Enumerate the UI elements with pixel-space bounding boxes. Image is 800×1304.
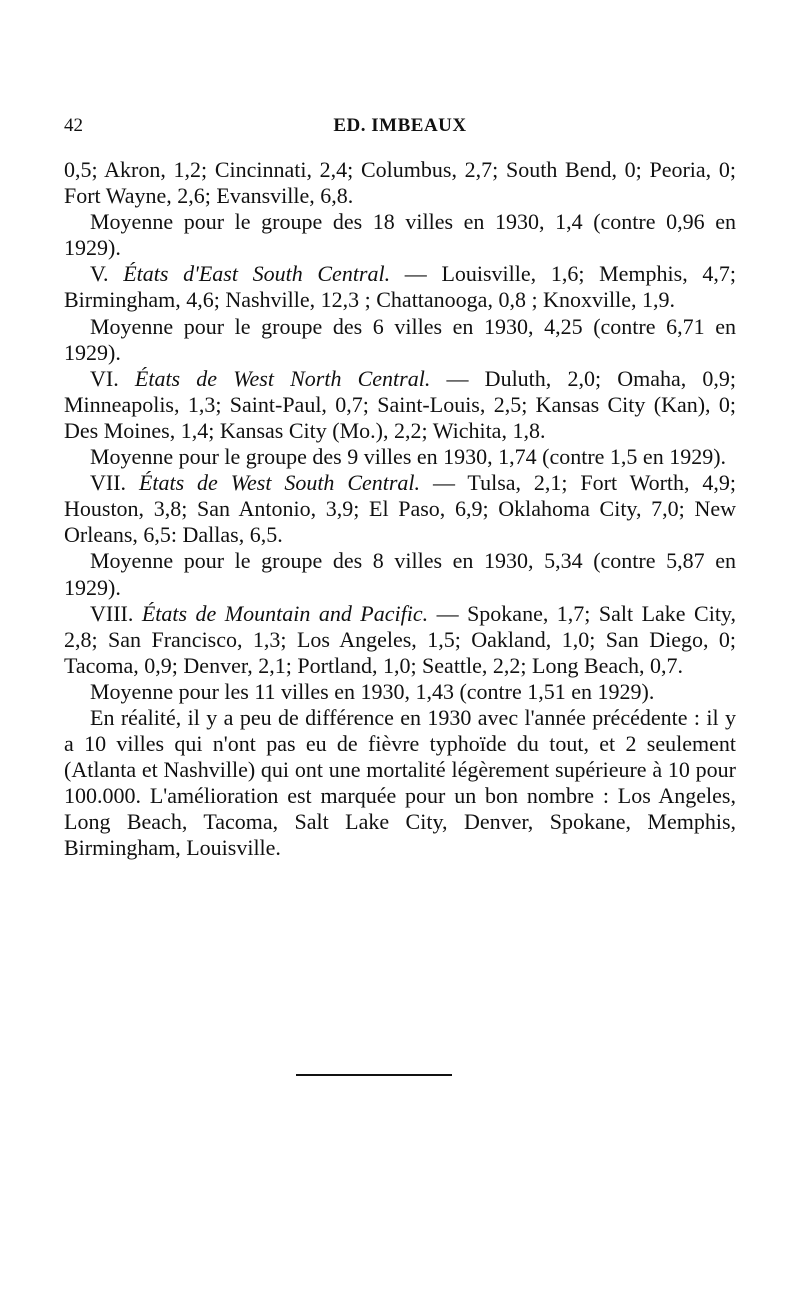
average-paragraph: Moyenne pour le groupe des 8 villes en 1930, 5,34 (contre 5,87 en 1929). (64, 548, 736, 600)
body-text (64, 157, 736, 862)
section-city-list: — Spokane, 1,7; Salt Lake City, 2,8; San Francisco, 1,3; Los Angeles, 1,5; Oakland, 1,0; San Diego, 0; Tacoma, 0,9; Denver, 2,1; Portland, 1,0; Seattle, 2,2; Long Beach, 0,7. (64, 600, 737, 678)
section-numeral: VIII. (90, 600, 134, 626)
section-city-list: — Tulsa, 2,1; Fort Worth, 4,9; Houston, 3,8; San Antonio, 3,9; El Paso, 6,9; Oklahoma City, 7,0; New Orleans, 6,5: Dallas, 6,5. (64, 470, 737, 548)
section-vii (64, 470, 736, 548)
section-viii (64, 601, 736, 679)
section-v (64, 261, 736, 313)
section-region-title: États de West North Central. (134, 365, 431, 391)
average-paragraph: Moyenne pour le groupe des 9 villes en 1930, 1,74 (contre 1,5 en 1929). (90, 444, 727, 470)
average-paragraph: Moyenne pour les 11 villes en 1930, 1,43 (contre 1,51 en 1929). (90, 678, 655, 704)
section-vi (64, 366, 736, 444)
section-city-list: — Duluth, 2,0; Omaha, 0,9; Minneapolis, 1,3; Saint-Paul, 0,7; Saint-Louis, 2,5; Kansas City (Kan), 0; Des Moines, 1,4; Kansas City (Mo.), 2,2; Wichita, 1,8. (64, 365, 737, 443)
section-numeral: VI. (90, 365, 119, 391)
average-paragraph: Moyenne pour le groupe des 18 villes en 1930, 1,4 (contre 0,96 en 1929). (64, 209, 736, 261)
section-numeral: VII. (90, 470, 127, 496)
conclusion-paragraph: En réalité, il y a peu de différence en 1930 avec l'année précédente : il y a 10 villes qui n'ont pas eu de fièvre typhoïde du tout, et 2 seulement (Atlanta et Nashville) qui ont une mortalité légèrement supérieure à 10 pour 100.000. L'amélioration est marquée pour un bon nombre : Los Angeles, Long Beach, Tacoma, Salt Lake City, Denver, Spokane, Memphis, Birmingham, Louisville. (64, 704, 736, 861)
section-region-title: États de West South Central. (138, 470, 421, 496)
section-region-title: États de Mountain and Pacific. (141, 600, 429, 626)
page-header (64, 115, 736, 139)
page-number: 42 (64, 115, 83, 136)
section-numeral: V. (90, 261, 109, 287)
running-head: ED. IMBEAUX (333, 115, 467, 136)
closing-rule (296, 1074, 452, 1076)
section-region-title: États d'East South Central. (123, 261, 391, 287)
average-paragraph: Moyenne pour le groupe des 6 villes en 1930, 4,25 (contre 6,71 en 1929). (64, 313, 736, 365)
section-city-list: — Louisville, 1,6; Memphis, 4,7; Birmingham, 4,6; Nashville, 12,3 ; Chattanooga, 0,8 ; Knoxville, 1,9. (64, 261, 736, 313)
paragraph-continuation: 0,5; Akron, 1,2; Cincinnati, 2,4; Columbus, 2,7; South Bend, 0; Peoria, 0; Fort Wayne, 2,6; Evansville, 6,8. (64, 157, 736, 209)
